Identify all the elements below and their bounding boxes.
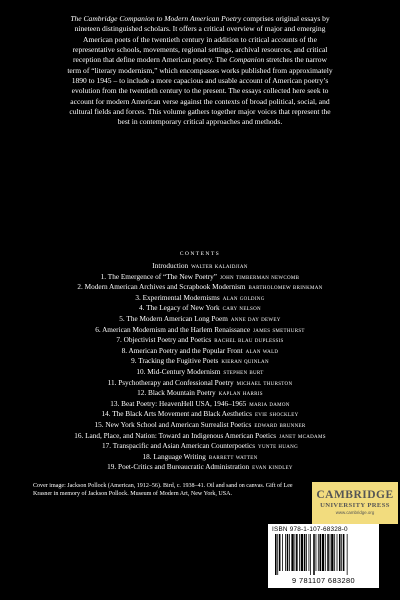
toc-entry [0, 273, 400, 282]
barcode-bar [279, 534, 281, 571]
toc-title: 2. Modern American Archives and Scrapbook Modernism [77, 283, 246, 292]
blurb-line: best in contemporary critical approaches and methods. [117, 117, 283, 127]
barcode-bar [322, 534, 324, 571]
toc-entry [0, 304, 400, 313]
blurb-line: cultural fields and forces. This volume gathers together major voices that represent the [69, 107, 331, 117]
barcode-bar [334, 534, 335, 571]
barcode-bar [299, 534, 300, 571]
toc-author: yunte huang [258, 443, 298, 451]
toc-entry [0, 463, 400, 472]
toc-author: cary nelson [222, 305, 261, 313]
toc-title: 13. Beat Poetry: HeavenHell USA, 1946–1965 [110, 399, 247, 408]
toc-author: evie shockley [254, 411, 299, 419]
publisher-logo [312, 482, 398, 524]
toc-title: 4. The Legacy of New York [139, 304, 220, 313]
toc-entry [0, 368, 400, 377]
barcode-bar [295, 534, 296, 571]
cover-image-credit [33, 482, 339, 498]
barcode-bar [330, 534, 331, 571]
toc-title: 9. Tracking the Fugitive Poets [131, 357, 219, 366]
toc-author: kaplan harris [218, 390, 263, 398]
toc-entry [0, 421, 400, 430]
toc-title: 8. American Poetry and the Popular Front [121, 346, 243, 355]
blurb-line: reception that define modern American poetry. The Companion stretches the narrow [72, 55, 327, 65]
toc-title: 6. American Modernism and the Harlem Renaissance [95, 325, 251, 334]
toc-title: 15. New York School and American Surrealist Poetics [94, 421, 252, 429]
toc-author: james smethurst [253, 326, 305, 334]
italic-title: Companion [229, 55, 265, 65]
toc-author: anne day dewey [230, 316, 281, 323]
toc-entry [0, 262, 400, 271]
toc-author: rachel blau duplessis [214, 337, 284, 345]
barcode-bar [282, 534, 283, 571]
toc-author: alan wald [245, 347, 279, 355]
toc-author: edward brunner [254, 422, 306, 429]
toc-entry [0, 315, 400, 324]
toc-title: 7. Objectivist Poetry and Poetics [116, 336, 212, 345]
toc-entry [0, 336, 400, 345]
barcode-bars [275, 534, 372, 575]
barcode-bar [347, 534, 348, 575]
publisher-press: UNIVERSITY PRESS [320, 502, 390, 509]
barcode-bar [285, 534, 286, 571]
toc-title: 16. Land, Place, and Nation: Toward an Indigenous American Poetics [74, 431, 277, 440]
toc-entry [0, 389, 400, 398]
barcode-bar [309, 534, 310, 571]
barcode-digits: 9 781107 683280 [292, 576, 355, 585]
barcode-bar [310, 534, 311, 575]
toc-author: maria damon [249, 400, 290, 408]
barcode-bar [343, 534, 345, 571]
barcode-bar [316, 534, 317, 571]
barcode-bar [277, 534, 278, 575]
toc-author: alan golding [222, 294, 265, 302]
toc-title: 18. Language Writing [142, 452, 206, 461]
barcode-bar [325, 534, 326, 571]
toc-entry [0, 294, 400, 303]
toc-entry [0, 357, 400, 366]
barcode-bar [304, 534, 306, 571]
toc-title: 14. The Black Arts Movement and Black Aesthetics [101, 410, 252, 419]
toc-title: 10. Mid-Century Modernism [136, 368, 221, 376]
blurb-line: evolution from the twentieth century to the present. The essays collected here seek to [71, 86, 329, 96]
toc-title: 17. Transpacific and Asian American Counterpoetics [102, 442, 256, 451]
isbn-barcode [268, 524, 379, 588]
toc-entry [0, 410, 400, 419]
toc-author: bartholomew brinkman [248, 284, 323, 292]
barcode-bar [275, 534, 277, 575]
barcode-bar [291, 534, 293, 571]
italic-title: The Cambridge Companion to Modern American Poetry [70, 14, 242, 23]
blurb-line: The Cambridge Companion to Modern American Poetry comprises original essays by [70, 14, 330, 23]
barcode-bar [337, 534, 338, 571]
barcode-bar [289, 534, 290, 571]
barcode-bar [313, 534, 315, 575]
toc-author: kieran quinlan [221, 358, 269, 366]
toc-entry [0, 283, 400, 292]
barcode-bar [331, 534, 333, 571]
toc-entry [0, 400, 400, 409]
barcode-bar [318, 534, 319, 571]
barcode-bar [319, 534, 321, 571]
barcode-bar [339, 534, 341, 571]
barcode-bar [296, 534, 298, 571]
toc-entry [0, 442, 400, 451]
toc-author: barrett watten [208, 453, 258, 461]
toc-entry [0, 453, 400, 462]
toc-author: janet mcadams [279, 432, 326, 440]
publisher-name: CAMBRIDGE [316, 489, 394, 501]
toc-entry [0, 326, 400, 335]
toc-title: Introduction [152, 262, 189, 270]
toc-title: 1. The Emergence of “The New Poetry” [100, 272, 217, 281]
barcode-bar [301, 534, 303, 571]
toc-author: michael thurston [236, 379, 293, 387]
blurb-line: term of “literary modernism,” which encompasses works published from approximately [67, 65, 333, 75]
toc-title: 19. Poet-Critics and Bureaucratic Administration [107, 463, 250, 472]
blurb-line: 1890 to 1945 – to include a more capacious and usable account of American poetry’s [71, 76, 329, 86]
toc-entry [0, 379, 400, 388]
publisher-url: www.cambridge.org [335, 510, 375, 515]
blurb-line: representative schools, movements, regional settings, archival resources, and critical [72, 45, 328, 55]
toc-author: walter kalaidjian [191, 263, 248, 270]
toc-author: evan kindley [252, 464, 293, 472]
toc-author: stephen burt [223, 369, 264, 376]
toc-author: john timberman newcomb [219, 273, 300, 281]
credit-line-2: Krasner in memory of Jackson Pollock. Museum of Modern Art, New York, USA. [33, 491, 233, 497]
toc-entry [0, 432, 400, 441]
credit-line-1: Cover image: Jackson Pollock (American, 1912–56). Bird, c. 1938–41. Oil and sand on canvas. Gift of Lee [33, 483, 293, 489]
toc-title: 3. Experimental Modernisms [135, 293, 220, 302]
barcode-bar [327, 534, 329, 571]
toc-title: 12. Black Mountain Poetry [137, 389, 216, 398]
blurb-line: nineteen distinguished scholars. It offers a critical overview of major and emerging [74, 24, 326, 34]
toc-entry [0, 347, 400, 356]
barcode-bar [287, 534, 289, 571]
toc-title: 11. Psychotherapy and Confessional Poetry [107, 378, 234, 387]
isbn-text: ISBN 978-1-107-68328-0 [272, 526, 348, 533]
back-cover-blurb [34, 14, 366, 128]
barcode-bar [306, 534, 307, 571]
toc-title: 5. The Modern American Long Poem [119, 315, 228, 323]
blurb-line: account for modern American verse against the contexts of broad political, social, and [70, 96, 330, 106]
contents-heading: CONTENTS [179, 251, 221, 257]
blurb-line: American poets of the twentieth century in addition to critical accounts of the [83, 34, 317, 44]
barcode-bar [341, 534, 342, 571]
